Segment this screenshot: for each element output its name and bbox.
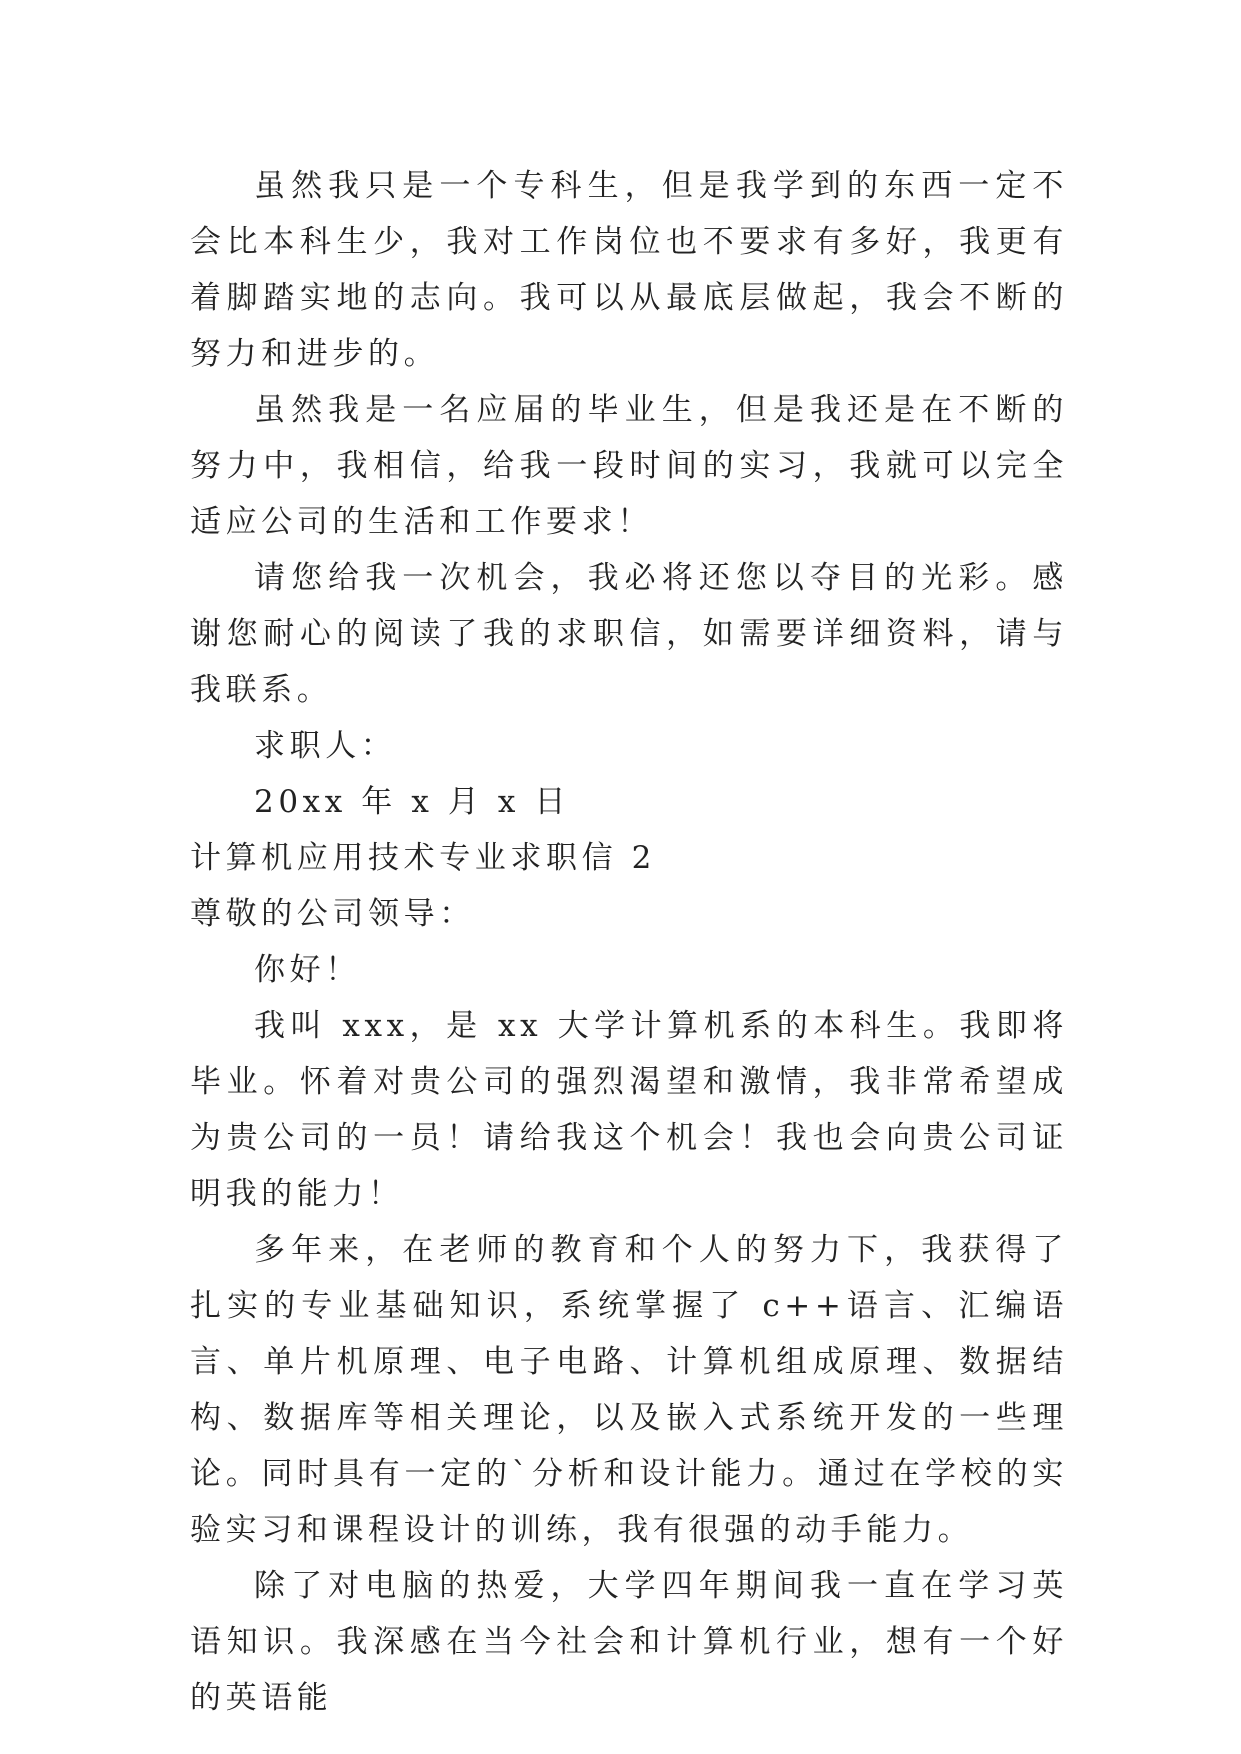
signature-applicant: 求职人： — [254, 728, 397, 764]
paragraph-request-opportunity: 请您给我一次机会，我必将还您以夺目的光彩。感谢您耐心的阅读了我的求职信，如需要详细资料，请与我联系。 — [190, 560, 1068, 708]
salutation: 尊敬的公司领导： — [190, 896, 475, 932]
greeting: 你好！ — [254, 952, 361, 988]
paragraph-skills: 多年来，在老师的教育和个人的努力下，我获得了扎实的专业基础知识，系统掌握了 c++语言、汇编语言、单片机原理、电子电路、计算机组成原理、数据结构、数据库等相关理论，以及嵌入式系统开发的一些理论。同时具有一定的`分析和设计能力。通过在学校的实验实习和课程设计的训练，我有很强的动手能力。 — [190, 1232, 1068, 1548]
signature-date: 20xx 年 x 月 x 日 — [254, 784, 571, 820]
paragraph-english: 除了对电脑的热爱，大学四年期间我一直在学习英语知识。我深感在当今社会和计算机行业，想有一个好的英语能 — [190, 1568, 1068, 1716]
paragraph-introduction: 我叫 xxx，是 xx 大学计算机系的本科生。我即将毕业。怀着对贵公司的强烈渴望和激情，我非常希望成为贵公司的一员！请给我这个机会！我也会向贵公司证明我的能力！ — [190, 1008, 1068, 1212]
paragraph-education-attitude: 虽然我只是一个专科生，但是我学到的东西一定不会比本科生少，我对工作岗位也不要求有多好，我更有着脚踏实地的志向。我可以从最底层做起，我会不断的努力和进步的。 — [190, 168, 1068, 372]
document-body — [190, 158, 1068, 1726]
paragraph-graduate-effort: 虽然我是一名应届的毕业生，但是我还是在不断的努力中，我相信，给我一段时间的实习，我就可以完全适应公司的生活和工作要求！ — [190, 392, 1068, 540]
letter-title: 计算机应用技术专业求职信 2 — [190, 840, 656, 876]
